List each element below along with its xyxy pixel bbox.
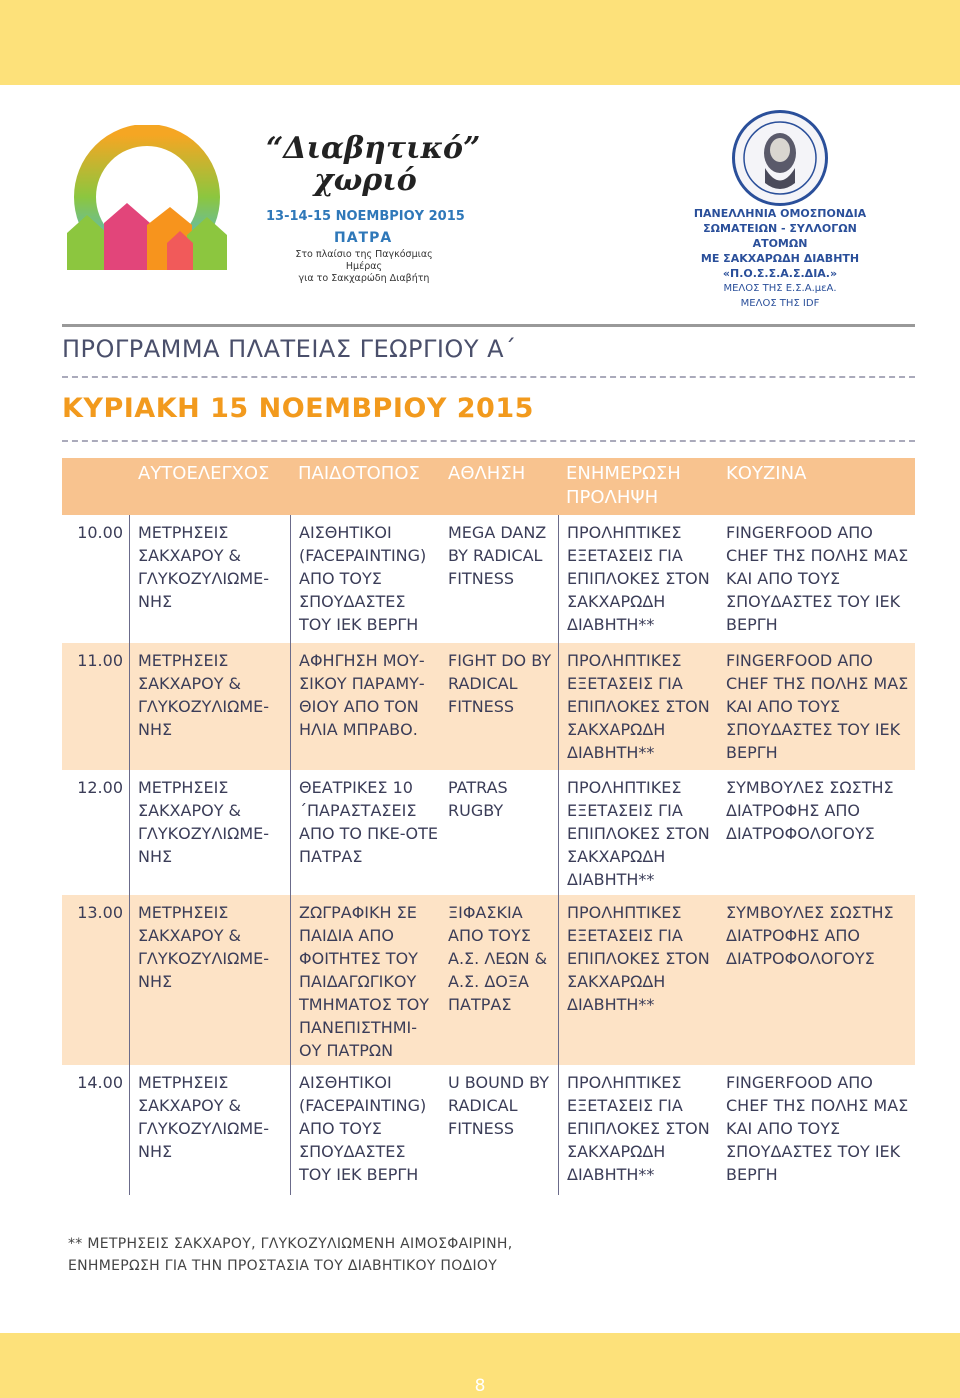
event-subtitle-line2: για το Σακχαρώδη Διαβήτη	[298, 273, 430, 284]
cell-self-monitoring: ΜΕΤΡΗΣΕΙΣ ΣΑΚΧΑΡΟΥ & ΓΛΥΚΟΖΥΛΙΩΜΕ-ΝΗΣ	[138, 1073, 270, 1161]
cell-self-monitoring: ΜΕΤΡΗΣΕΙΣ ΣΑΚΧΑΡΟΥ & ΓΛΥΚΟΖΥΛΙΩΜΕ-ΝΗΣ	[138, 778, 270, 866]
schedule-row	[62, 643, 915, 770]
cell-playground: ΖΩΓΡΑΦΙΚΗ ΣΕ ΠΑΙΔΙΑ ΑΠΟ ΦΟΙΤΗΤΕΣ ΤΟΥ ΠΑΙΔΑΓΩΓΙΚΟΥ ΤΜΗΜΑΤΟΣ ΤΟΥ ΠΑΝΕΠΙΣΤΗΜΙ-ΟΥ ΠΑΤΡΩΝ	[290, 895, 440, 1065]
cell-exercise: FIGHT DO BY RADICAL FITNESS	[448, 651, 552, 716]
top-color-band	[0, 0, 960, 85]
cell-playground: ΑΦΗΓΗΣΗ ΜΟΥ-ΣΙΚΟΥ ΠΑΡΑΜΥ-ΘΙΟΥ ΑΠΟ ΤΟΝ ΗΛΙΑ ΜΠΡΑΒΟ.	[290, 643, 440, 770]
date-title: ΚΥΡΙΑΚΗ 15 ΝΟΕΜΒΡΙΟΥ 2015	[62, 393, 534, 424]
schedule-row	[62, 1065, 915, 1195]
page-number: 8	[474, 1376, 486, 1396]
event-subtitle	[284, 249, 444, 285]
footnote-line1: ** ΜΕΤΡΗΣΕΙΣ ΣΑΚΧΑΡΟΥ, ΓΛΥΚΟΖΥΛΙΩΜΕΝΗ ΑΙΜΟΣΦΑΙΡΙΝΗ,	[68, 1236, 513, 1252]
schedule-row	[62, 515, 915, 643]
row-time: 13.00	[62, 895, 130, 1065]
federation-info	[675, 206, 885, 311]
header-playground: ΠΑΙΔΟΤΟΠΟΣ	[298, 463, 420, 484]
org-line5: ΜΕΛΟΣ ΤΗΣ Ε.Σ.Α.μεΑ.	[723, 283, 837, 294]
event-dates: 13-14-15 ΝΟΕΜΒΡΙΟΥ 2015	[266, 209, 465, 224]
dashed-divider	[62, 440, 915, 442]
org-line1: ΠΑΝΕΛΛΗΝΙΑ ΟΜΟΣΠΟΝΔΙΑ	[693, 207, 867, 220]
page-title: ΠΡΟΓΡΑΜΜΑ ΠΛΑΤΕΙΑΣ ΓΕΩΡΓΙΟΥ Α΄	[62, 335, 517, 363]
brand-title-line1: “Διαβητικό”	[266, 131, 481, 166]
federation-seal-icon	[732, 110, 828, 206]
org-line4: «Π.Ο.Σ.Σ.Α.Σ.ΔΙΑ.»	[722, 267, 838, 280]
cell-exercise: MEGA DANZ BY RADICAL FITNESS	[448, 523, 547, 588]
cell-kitchen: FINGERFOOD ΑΠΟ CHEF ΤΗΣ ΠΟΛΗΣ ΜΑΣ ΚΑΙ ΑΠΟ ΤΟΥΣ ΣΠΟΥΔΑΣΤΕΣ ΤΟΥ ΙΕΚ ΒΕΡΓΗ	[726, 523, 909, 634]
cell-prevention: ΠΡΟΛΗΠΤΙΚΕΣ ΕΞΕΤΑΣΕΙΣ ΓΙΑ ΕΠΙΠΛΟΚΕΣ ΣΤΟΝ ΣΑΚΧΑΡΩΔΗ ΔΙΑΒΗΤΗ**	[558, 643, 718, 770]
row-time: 14.00	[62, 1065, 130, 1195]
org-line2: ΣΩΜΑΤΕΙΩΝ - ΣΥΛΛΟΓΩΝ ΑΤΟΜΩΝ	[703, 222, 857, 250]
schedule-table	[62, 458, 915, 1195]
title-rule	[62, 324, 915, 327]
brand-title	[266, 133, 480, 197]
schedule-header-row	[62, 458, 915, 515]
schedule-row	[62, 770, 915, 895]
cell-kitchen: ΣΥΜΒΟΥΛΕΣ ΣΩΣΤΗΣ ΔΙΑΤΡΟΦΗΣ ΑΠΟ ΔΙΑΤΡΟΦΟΛΟΓΟΥΣ	[726, 778, 894, 843]
event-subtitle-line1: Στο πλαίσιο της Παγκόσμιας Ημέρας	[295, 249, 433, 272]
row-time: 11.00	[62, 643, 130, 770]
cell-kitchen: ΣΥΜΒΟΥΛΕΣ ΣΩΣΤΗΣ ΔΙΑΤΡΟΦΗΣ ΑΠΟ ΔΙΑΤΡΟΦΟΛΟΓΟΥΣ	[726, 903, 894, 968]
cell-playground: ΘΕΑΤΡΙΚΕΣ 10 ΄ΠΑΡΑΣΤΑΣΕΙΣ ΑΠΟ ΤΟ ΠΚΕ-ΟΤΕ ΠΑΤΡΑΣ	[290, 770, 440, 895]
brand-title-line2: χωριό	[314, 163, 417, 198]
cell-prevention: ΠΡΟΛΗΠΤΙΚΕΣ ΕΞΕΤΑΣΕΙΣ ΓΙΑ ΕΠΙΠΛΟΚΕΣ ΣΤΟΝ ΣΑΚΧΑΡΩΔΗ ΔΙΑΒΗΤΗ**	[558, 1065, 718, 1195]
cell-exercise: PATRAS RUGBY	[448, 778, 508, 820]
diabetic-village-logo	[62, 125, 232, 275]
cell-playground: ΑΙΣΘΗΤΙΚΟΙ (FACEPAINTING) ΑΠΟ ΤΟΥΣ ΣΠΟΥΔΑΣΤΕΣ ΤΟΥ ΙΕΚ ΒΕΡΓΗ	[290, 1065, 440, 1195]
header-exercise: ΑΘΛΗΣΗ	[448, 463, 526, 484]
cell-prevention: ΠΡΟΛΗΠΤΙΚΕΣ ΕΞΕΤΑΣΕΙΣ ΓΙΑ ΕΠΙΠΛΟΚΕΣ ΣΤΟΝ ΣΑΚΧΑΡΩΔΗ ΔΙΑΒΗΤΗ**	[558, 770, 718, 895]
cell-self-monitoring: ΜΕΤΡΗΣΕΙΣ ΣΑΚΧΑΡΟΥ & ΓΛΥΚΟΖΥΛΙΩΜΕ-ΝΗΣ	[138, 523, 270, 611]
header-kitchen: ΚΟΥΖΙΝΑ	[726, 463, 807, 484]
cell-playground: ΑΙΣΘΗΤΙΚΟΙ (FACEPAINTING) ΑΠΟ ΤΟΥΣ ΣΠΟΥΔΑΣΤΕΣ ΤΟΥ ΙΕΚ ΒΕΡΓΗ	[290, 515, 440, 643]
cell-prevention: ΠΡΟΛΗΠΤΙΚΕΣ ΕΞΕΤΑΣΕΙΣ ΓΙΑ ΕΠΙΠΛΟΚΕΣ ΣΤΟΝ ΣΑΚΧΑΡΩΔΗ ΔΙΑΒΗΤΗ**	[558, 895, 718, 1065]
schedule-row	[62, 895, 915, 1065]
footnote-line2: ΕΝΗΜΕΡΩΣΗ ΓΙΑ ΤΗΝ ΠΡΟΣΤΑΣΙΑ ΤΟΥ ΔΙΑΒΗΤΙΚΟΥ ΠΟΔΙΟΥ	[68, 1258, 498, 1274]
org-line6: ΜΕΛΟΣ ΤΗΣ IDF	[740, 298, 820, 309]
header-self-monitoring: ΑΥΤΟΕΛΕΓΧΟΣ	[138, 463, 270, 484]
cell-prevention: ΠΡΟΛΗΠΤΙΚΕΣ ΕΞΕΤΑΣΕΙΣ ΓΙΑ ΕΠΙΠΛΟΚΕΣ ΣΤΟΝ ΣΑΚΧΑΡΩΔΗ ΔΙΑΒΗΤΗ**	[558, 515, 718, 643]
row-time: 12.00	[62, 770, 130, 895]
row-time: 10.00	[62, 515, 130, 643]
cell-self-monitoring: ΜΕΤΡΗΣΕΙΣ ΣΑΚΧΑΡΟΥ & ΓΛΥΚΟΖΥΛΙΩΜΕ-ΝΗΣ	[138, 903, 270, 991]
cell-exercise: U BOUND BY RADICAL FITNESS	[448, 1073, 550, 1138]
header-time	[62, 458, 130, 515]
dashed-divider	[62, 376, 915, 378]
event-city: ΠΑΤΡΑ	[334, 230, 393, 246]
cell-kitchen: FINGERFOOD ΑΠΟ CHEF ΤΗΣ ΠΟΛΗΣ ΜΑΣ ΚΑΙ ΑΠΟ ΤΟΥΣ ΣΠΟΥΔΑΣΤΕΣ ΤΟΥ ΙΕΚ ΒΕΡΓΗ	[726, 1073, 909, 1184]
footnote	[68, 1233, 512, 1277]
cell-kitchen: FINGERFOOD ΑΠΟ CHEF ΤΗΣ ΠΟΛΗΣ ΜΑΣ ΚΑΙ ΑΠΟ ΤΟΥΣ ΣΠΟΥΔΑΣΤΕΣ ΤΟΥ ΙΕΚ ΒΕΡΓΗ	[726, 651, 909, 762]
cell-self-monitoring: ΜΕΤΡΗΣΕΙΣ ΣΑΚΧΑΡΟΥ & ΓΛΥΚΟΖΥΛΙΩΜΕ-ΝΗΣ	[138, 651, 270, 739]
header-prevention: ΕΝΗΜΕΡΩΣΗ ΠΡΟΛΗΨΗ	[566, 463, 681, 508]
org-line3: ΜΕ ΣΑΚΧΑΡΩΔΗ ΔΙΑΒΗΤΗ	[700, 252, 860, 265]
cell-exercise: ΞΙΦΑΣΚΙΑ ΑΠΟ ΤΟΥΣ Α.Σ. ΛΕΩΝ & Α.Σ. ΔΟΞΑ ΠΑΤΡΑΣ	[448, 903, 548, 1014]
